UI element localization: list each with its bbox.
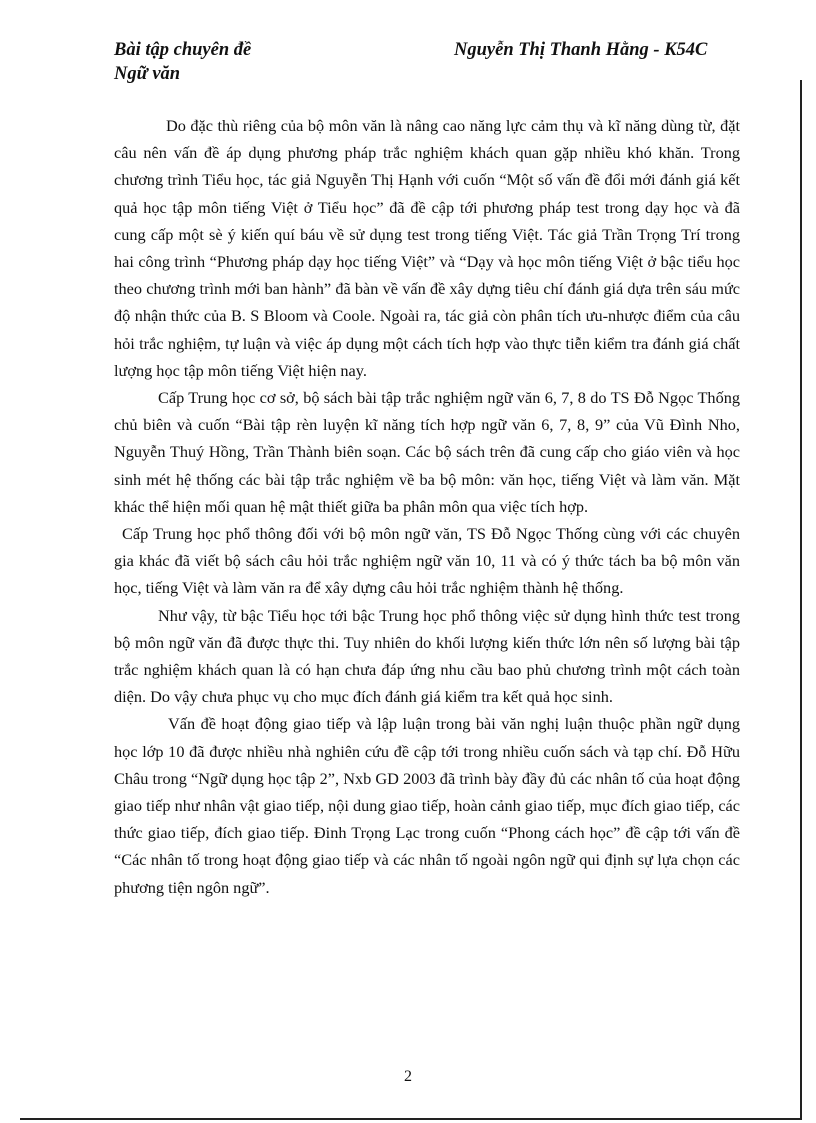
paragraph-2: Cấp Trung học cơ sở, bộ sách bài tập trắc nghiệm ngữ văn 6, 7, 8 do TS Đỗ Ngọc Thống chủ biên và cuốn “Bài tập rèn luyện kĩ năng tích hợp ngữ văn 6, 7, 8, 9” của Vũ Đình Nho, Nguyễn Thuý Hồng, Trần Thành biên soạn. Các bộ sách trên đã cung cấp cho giáo viên và học sinh mét hệ thống các bài tập trắc nghiệm về ba bộ môn: văn học, tiếng Việt và làm văn. Mặt khác thể hiện mối quan hệ mật thiết giữa ba phân môn qua việc tích hợp. — [114, 388, 740, 516]
paragraph-1: Do đặc thù riêng của bộ môn văn là nâng cao năng lực cảm thụ và kĩ năng dùng từ, đặt câu nên vấn đề áp dụng phương pháp trắc nghiệm khách quan gặp nhiều khó khăn. Trong chương trình Tiểu học, tác giả Nguyễn Thị Hạnh với cuốn “Một số vấn đề đổi mới đánh giá kết quả học tập môn tiếng Việt ở Tiểu học” đã đề cập tới phương pháp test trong dạy học và đã cung cấp một sè ý kiến quí báu về sử dụng test trong tiếng Việt. Tác giả Trần Trọng Trí trong hai công trình “Phương pháp dạy học tiếng Việt” và “Dạy và học môn tiếng Việt ở bậc tiểu học theo chương trình mới ban hành” đã bàn về vấn đề xây dựng tiêu chí đánh giá dựa trên sáu mức độ nhận thức của B. S Bloom và Coole. Ngoài ra, tác giả còn phân tích ưu-nhược điểm của câu hỏi trắc nghiệm, tự luận và việc áp dụng một cách tích hợp vào thực tiễn kiểm tra đánh giá chất lượng học tập môn tiếng Việt hiện nay. — [114, 116, 740, 380]
page-border-bottom — [20, 1118, 802, 1120]
paragraph-3: Cấp Trung học phổ thông đối với bộ môn ngữ văn, TS Đỗ Ngọc Thống cùng với các chuyên gia khác đã viết bộ sách câu hỏi trắc nghiệm ngữ văn 10, 11 và có ý thức tách ba bộ môn văn học, tiếng Việt và làm văn ra để xây dựng câu hỏi trắc nghiệm thành hệ thống. — [114, 524, 740, 598]
page-border-right — [800, 80, 802, 1120]
header-subject: Ngữ văn — [114, 64, 181, 84]
header-left — [114, 38, 251, 86]
header-author: Nguyễn Thị Thanh Hằng - K54C — [454, 40, 708, 60]
page-number: 2 — [404, 1068, 412, 1085]
paragraph-5: Vấn đề hoạt động giao tiếp và lập luận trong bài văn nghị luận thuộc phần ngữ dụng học lớp 10 đã được nhiều nhà nghiên cứu đề cập tới trong nhiều cuốn sách và tạp chí. Đỗ Hữu Châu trong “Ngữ dụng học tập 2”, Nxb GD 2003 đã trình bày đầy đủ các nhân tố của hoạt động giao tiếp như nhân vật giao tiếp, nội dung giao tiếp, hoàn cảnh giao tiếp, mục đích giao tiếp, các thức giao tiếp, đích giao tiếp. Đinh Trọng Lạc trong cuốn “Phong cách học” đề cập tới vấn đề “Các nhân tố trong hoạt động giao tiếp và các nhân tố ngoài ngôn ngữ qui định sự lựa chọn các phương tiện ngôn ngữ”. — [114, 714, 740, 897]
body-text — [114, 112, 740, 901]
paragraph-4: Như vậy, từ bậc Tiểu học tới bậc Trung học phổ thông việc sử dụng hình thức test trong bộ môn ngữ văn đã được thực thi. Tuy nhiên do khối lượng kiến thức lớn nên số lượng bài tập trắc nghiệm khách quan là có hạn chưa đáp ứng nhu cầu bao phủ chương trình một cách toàn diện. Do vậy chưa phục vụ cho mục đích đánh giá kiểm tra kết quả học sinh. — [114, 605, 740, 707]
header-course-title: Bài tập chuyên đề — [114, 40, 252, 60]
